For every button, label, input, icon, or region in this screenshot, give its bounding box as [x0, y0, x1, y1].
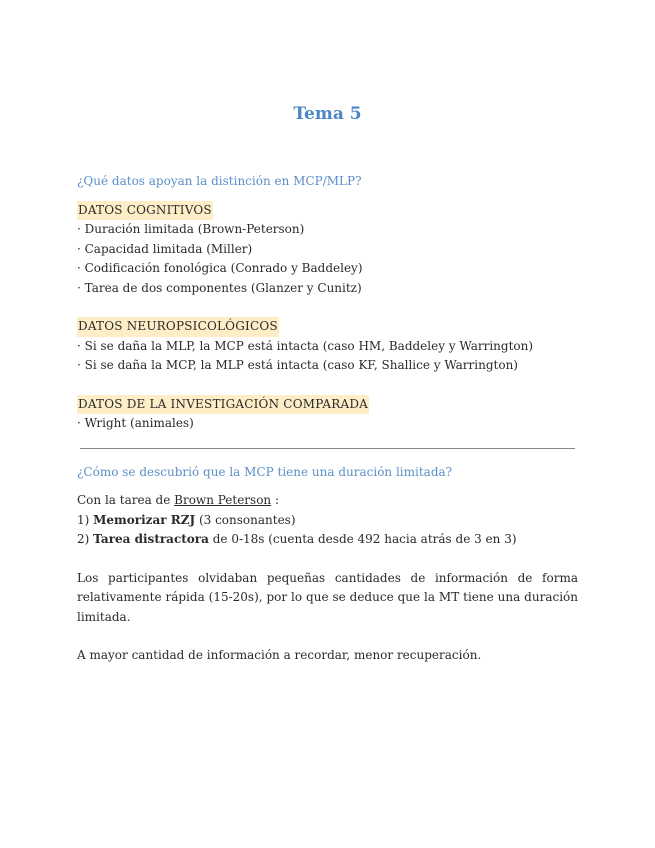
- document-body: [77, 172, 578, 666]
- step1-number: 1): [77, 512, 94, 527]
- step1-bold: Memorizar RZJ: [93, 512, 196, 527]
- step2-number: 2): [77, 532, 94, 546]
- paragraph-explanation: Los participantes olvidaban pequeñas cantidades de información de forma relativamente rápida (15-20s), por lo que se deduce que la MT tiene una duración limitada.: [77, 570, 578, 624]
- question-duration: ¿Cómo se descubrió que la MCP tiene una duración limitada?: [77, 464, 453, 479]
- list-item: · Duración limitada (Brown-Peterson): [77, 222, 305, 236]
- paragraph-conclusion: A mayor cantidad de información a recordar, menor recuperación.: [77, 648, 482, 662]
- section-heading-compared: DATOS DE LA INVESTIGACIÓN COMPARADA: [77, 395, 369, 415]
- list-item: · Codificación fonológica (Conrado y Baddeley): [77, 261, 363, 275]
- question-distinction: ¿Qué datos apoyan la distinción en MCP/MLP?: [77, 174, 362, 188]
- step1-rest: (3 consonantes): [195, 512, 296, 527]
- list-item: · Tarea de dos componentes (Glanzer y Cunitz): [77, 280, 362, 295]
- section-compared: [77, 395, 578, 434]
- list-item: · Si se daña la MCP, la MLP está intacta (caso KF, Shallice y Warrington): [77, 358, 518, 372]
- step2-rest: de 0-18s (cuenta desde 492 hacia atrás de 3 en 3): [208, 532, 517, 546]
- divider: [80, 448, 575, 449]
- task-intro-suffix: :: [271, 493, 280, 507]
- brown-peterson-link[interactable]: Brown Peterson: [174, 493, 272, 507]
- task-intro-prefix: Con la tarea de: [77, 493, 175, 507]
- page-title: Tema 5: [293, 104, 362, 124]
- section-neuro: [77, 317, 578, 376]
- section-heading-neuro: DATOS NEUROPSICOLÓGICOS: [77, 317, 279, 337]
- section-heading-cognitive: DATOS COGNITIVOS: [77, 201, 213, 221]
- list-item: · Si se daña la MLP, la MCP está intacta (caso HM, Baddeley y Warrington): [77, 338, 534, 353]
- list-item: · Wright (animales): [77, 416, 194, 430]
- section-cognitive: [77, 201, 578, 299]
- task-description: [77, 491, 578, 550]
- step2-bold: Tarea distractora: [93, 532, 209, 546]
- list-item: · Capacidad limitada (Miller): [77, 241, 253, 256]
